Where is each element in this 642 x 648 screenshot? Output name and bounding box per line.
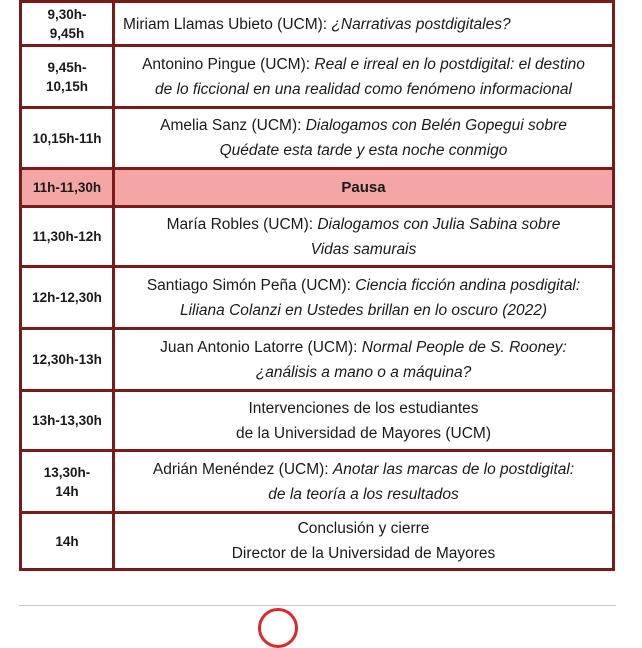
session-cell <box>114 46 614 108</box>
session-cell <box>114 451 614 513</box>
time-cell <box>21 108 114 169</box>
schedule-sheet <box>19 0 616 571</box>
pausa-label: Pausa <box>341 179 386 196</box>
logo-emblem <box>258 608 298 648</box>
time-cell <box>21 46 114 108</box>
time-cell <box>21 451 114 513</box>
time-line: 14h <box>55 483 79 499</box>
time-cell <box>21 391 114 451</box>
time-cell <box>21 329 114 391</box>
schedule-row <box>21 2 614 46</box>
time-cell <box>21 207 114 267</box>
time-line: 14h <box>55 533 79 549</box>
page-divider <box>19 605 616 606</box>
time-line: 9,30h- <box>47 6 87 22</box>
speaker-name: Miriam Llamas Ubieto (UCM): <box>123 16 332 33</box>
talk-title-line: Ciencia ficción andina posdigital: <box>355 276 581 294</box>
session-line: de la Universidad de Mayores (UCM) <box>236 424 491 442</box>
time-line: 12h-12,30h <box>32 290 102 305</box>
session-cell <box>114 391 614 451</box>
speaker-name: Santiago Simón Peña (UCM): <box>146 276 356 294</box>
session-cell <box>114 2 614 46</box>
time-line: 10,15h <box>45 78 89 94</box>
time-line: 13h-13,30h <box>32 413 102 428</box>
session-cell <box>114 267 614 329</box>
schedule-row <box>21 451 614 513</box>
speaker-name: Adrián Menéndez (UCM): <box>152 460 333 478</box>
talk-title-line: Dialogamos con Julia Sabina sobre <box>317 215 561 233</box>
schedule-row <box>21 207 614 267</box>
time-cell <box>21 267 114 329</box>
time-line: 12,30h-13h <box>32 352 102 367</box>
time-cell <box>21 513 114 570</box>
talk-title-line: Normal People de S. Rooney: <box>361 338 567 356</box>
speaker-name: Antonino Pingue (UCM): <box>142 55 315 73</box>
talk-title-line: de lo ficcional en una realidad como fenómeno informacional <box>154 80 573 98</box>
time-cell <box>21 2 114 46</box>
talk-title-line: ¿análisis a mano o a máquina? <box>255 363 472 381</box>
schedule-row <box>21 329 614 391</box>
schedule-row <box>21 267 614 329</box>
session-line: Director de la Universidad de Mayores <box>231 545 496 562</box>
session-line: Intervenciones de los estudiantes <box>248 399 479 417</box>
schedule-row <box>21 46 614 108</box>
session-cell <box>114 513 614 570</box>
session-cell <box>114 108 614 169</box>
pausa-cell <box>114 169 614 207</box>
speaker-name: Amelia Sanz (UCM): <box>160 117 306 134</box>
schedule-row <box>21 108 614 169</box>
speaker-name: Juan Antonio Latorre (UCM): <box>160 338 362 356</box>
session-line: Conclusión y cierre <box>297 520 430 537</box>
time-line: 10,15h-11h <box>32 130 102 146</box>
time-line: 11h-11,30h <box>32 180 102 195</box>
session-cell <box>114 207 614 267</box>
talk-title-line: Quédate esta tarde y esta noche conmigo <box>219 142 508 159</box>
time-line: 9,45h- <box>47 59 87 75</box>
talk-title-line: Dialogamos con Belén Gopegui sobre <box>305 117 567 134</box>
session-cell <box>114 329 614 391</box>
talk-title-line: Anotar las marcas de lo postdigital: <box>332 460 575 478</box>
schedule-row <box>21 513 614 570</box>
talk-title-line: Real e irreal en lo postdigital: el destino <box>314 55 585 73</box>
talk-title: ¿Narrativas postdigitales? <box>331 16 511 33</box>
talk-title-line: Liliana Colanzi en Ustedes brillan en lo oscuro (2022) <box>179 301 548 319</box>
schedule-table <box>19 0 615 571</box>
schedule-row-pausa <box>21 169 614 207</box>
time-line: 9,45h <box>49 25 85 41</box>
talk-title-line: Vidas samurais <box>310 240 417 258</box>
talk-title-line: de la teoría a los resultados <box>268 485 459 503</box>
time-line: 13,30h- <box>43 464 91 480</box>
time-cell <box>21 169 114 207</box>
schedule-row <box>21 391 614 451</box>
time-line: 11,30h-12h <box>32 229 102 244</box>
speaker-name: María Robles (UCM): <box>166 215 318 233</box>
